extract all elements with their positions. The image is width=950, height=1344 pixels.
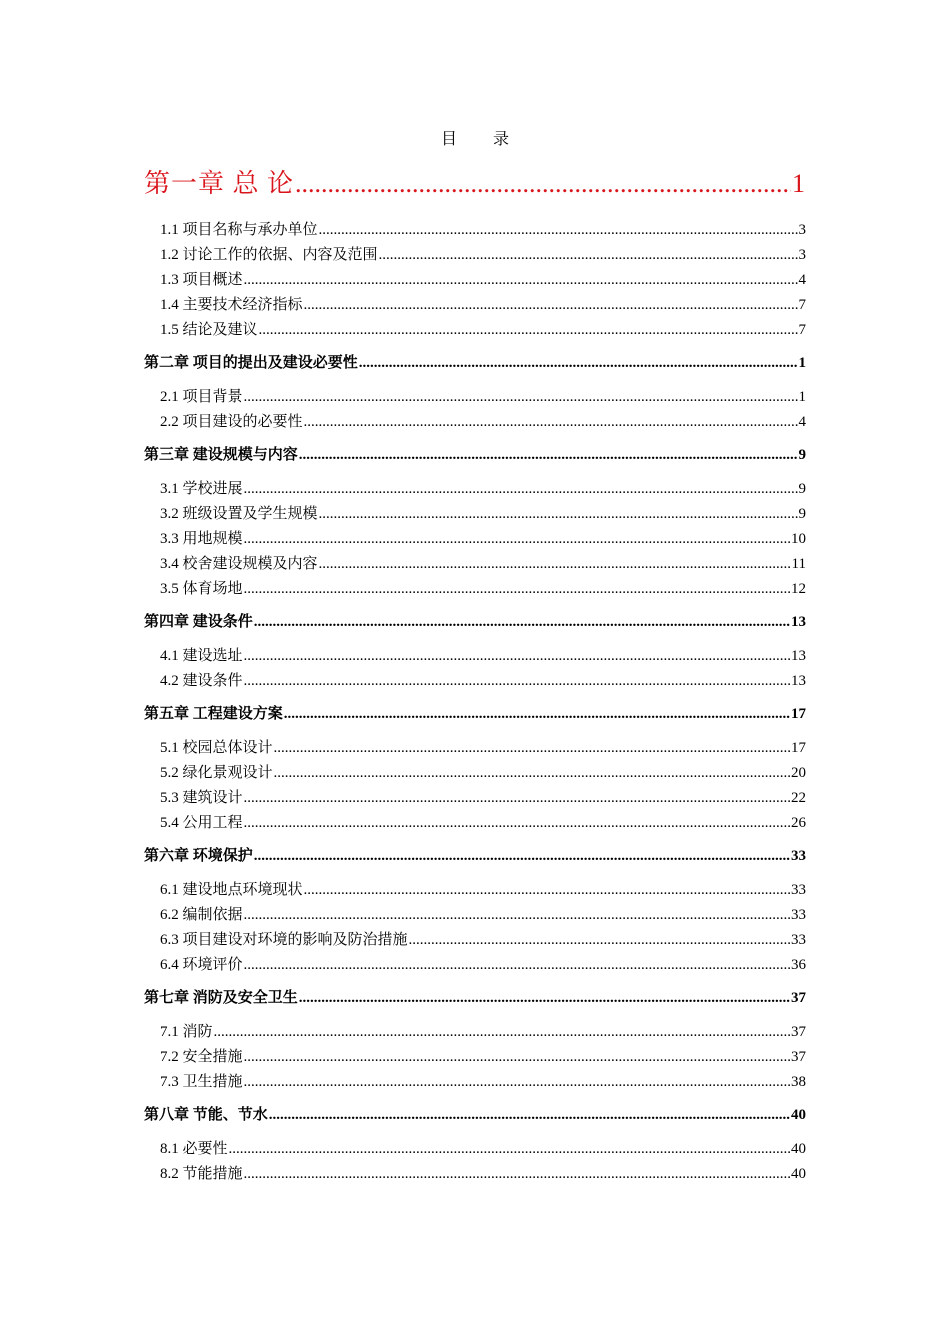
toc-section-page-number: 20	[791, 765, 806, 781]
toc-dot-leader	[244, 644, 790, 669]
toc-section-entry[interactable]	[144, 1162, 806, 1187]
toc-dot-leader	[319, 218, 798, 243]
toc-section-entry[interactable]	[144, 736, 806, 761]
toc-section-entry[interactable]	[144, 644, 806, 669]
table-of-contents	[144, 166, 806, 1187]
toc-section-entry[interactable]	[144, 477, 806, 502]
toc-section-entry[interactable]	[144, 1020, 806, 1045]
toc-section-entry[interactable]	[144, 243, 806, 268]
toc-dot-leader	[379, 243, 798, 268]
toc-section-page-number: 7	[798, 322, 806, 338]
toc-section-entry[interactable]	[144, 878, 806, 903]
toc-section-entry[interactable]	[144, 218, 806, 243]
toc-section-page-number: 4	[798, 414, 806, 430]
toc-section-label: 6.2 编制依据	[160, 907, 243, 923]
toc-section-label: 5.1 校园总体设计	[160, 740, 273, 756]
toc-section-entry[interactable]	[144, 761, 806, 786]
toc-dot-leader	[244, 903, 790, 928]
toc-section-page-number: 40	[791, 1166, 806, 1182]
toc-section-page-number: 26	[791, 815, 806, 831]
toc-dot-leader	[274, 736, 790, 761]
toc-chapter-page-number: 9	[798, 447, 806, 463]
toc-section-entry[interactable]	[144, 1070, 806, 1095]
toc-dot-leader	[244, 669, 790, 694]
toc-dot-leader	[304, 293, 798, 318]
toc-dot-leader	[244, 268, 798, 293]
toc-dot-leader	[244, 577, 790, 602]
toc-chapter-entry[interactable]	[144, 351, 806, 376]
toc-section-label: 8.2 节能措施	[160, 1166, 243, 1182]
toc-dot-leader	[254, 610, 790, 635]
toc-chapter-page-number: 1	[798, 355, 806, 371]
toc-dot-leader	[319, 502, 798, 527]
toc-section-label: 3.3 用地规模	[160, 531, 243, 547]
toc-chapter-label: 第二章 项目的提出及建设必要性	[144, 355, 358, 371]
toc-section-label: 3.5 体育场地	[160, 581, 243, 597]
toc-section-entry[interactable]	[144, 811, 806, 836]
toc-chapter-entry[interactable]	[144, 610, 806, 635]
toc-section-label: 5.3 建筑设计	[160, 790, 243, 806]
toc-section-label: 3.2 班级设置及学生规模	[160, 506, 318, 522]
toc-section-page-number: 37	[791, 1049, 806, 1065]
toc-section-page-number: 33	[791, 907, 806, 923]
toc-dot-leader	[244, 527, 790, 552]
toc-section-page-number: 3	[798, 222, 806, 238]
toc-section-label: 1.2 讨论工作的依据、内容及范围	[160, 247, 378, 263]
toc-chapter-label: 第五章 工程建设方案	[144, 706, 283, 722]
toc-section-label: 1.4 主要技术经济指标	[160, 297, 303, 313]
toc-dot-leader	[299, 986, 790, 1011]
toc-section-entry[interactable]	[144, 527, 806, 552]
toc-dot-leader	[274, 761, 790, 786]
toc-section-label: 6.3 项目建设对环境的影响及防治措施	[160, 932, 408, 948]
toc-dot-leader	[319, 552, 791, 577]
toc-section-page-number: 1	[798, 389, 806, 405]
toc-section-page-number: 12	[791, 581, 806, 597]
toc-dot-leader	[244, 786, 790, 811]
toc-dot-leader	[229, 1137, 790, 1162]
toc-section-entry[interactable]	[144, 410, 806, 435]
toc-chapter-page-number: 33	[791, 848, 806, 864]
toc-dot-leader	[244, 1162, 790, 1187]
toc-section-entry[interactable]	[144, 903, 806, 928]
toc-dot-leader	[244, 953, 790, 978]
toc-title: 目 录	[440, 131, 525, 148]
toc-section-label: 6.1 建设地点环境现状	[160, 882, 303, 898]
toc-dot-leader	[254, 844, 790, 869]
toc-section-page-number: 9	[798, 506, 806, 522]
toc-section-label: 5.2 绿化景观设计	[160, 765, 273, 781]
toc-section-entry[interactable]	[144, 928, 806, 953]
toc-section-page-number: 13	[791, 648, 806, 664]
toc-chapter-label: 第七章 消防及安全卫生	[144, 990, 298, 1006]
toc-section-entry[interactable]	[144, 385, 806, 410]
toc-dot-leader	[244, 385, 798, 410]
toc-section-page-number: 38	[791, 1074, 806, 1090]
toc-dot-leader	[244, 811, 790, 836]
toc-section-label: 6.4 环境评价	[160, 957, 243, 973]
toc-section-label: 8.1 必要性	[160, 1141, 228, 1157]
toc-section-page-number: 37	[791, 1024, 806, 1040]
toc-section-page-number: 13	[791, 673, 806, 689]
toc-section-page-number: 9	[798, 481, 806, 497]
toc-chapter-label: 第六章 环境保护	[144, 848, 253, 864]
toc-dot-leader	[299, 443, 798, 468]
toc-section-entry[interactable]	[144, 293, 806, 318]
toc-section-page-number: 4	[798, 272, 806, 288]
toc-section-page-number: 40	[791, 1141, 806, 1157]
toc-section-label: 1.3 项目概述	[160, 272, 243, 288]
toc-dot-leader	[244, 477, 798, 502]
toc-section-label: 1.5 结论及建议	[160, 322, 258, 338]
toc-section-page-number: 36	[791, 957, 806, 973]
toc-section-label: 7.3 卫生措施	[160, 1074, 243, 1090]
toc-section-label: 4.2 建设条件	[160, 673, 243, 689]
toc-section-page-number: 33	[791, 882, 806, 898]
toc-section-entry[interactable]	[144, 318, 806, 343]
toc-section-label: 3.4 校舍建设规模及内容	[160, 556, 318, 572]
toc-dot-leader	[295, 166, 791, 202]
toc-section-label: 7.2 安全措施	[160, 1049, 243, 1065]
toc-dot-leader	[304, 410, 798, 435]
toc-section-entry[interactable]	[144, 953, 806, 978]
toc-chapter-label: 第三章 建设规模与内容	[144, 447, 298, 463]
toc-section-page-number: 11	[791, 556, 806, 572]
toc-chapter-entry[interactable]	[144, 986, 806, 1011]
toc-section-page-number: 17	[791, 740, 806, 756]
toc-section-entry[interactable]	[144, 502, 806, 527]
toc-section-page-number: 22	[791, 790, 806, 806]
toc-section-label: 1.1 项目名称与承办单位	[160, 222, 318, 238]
toc-section-label: 4.1 建设选址	[160, 648, 243, 664]
toc-section-page-number: 10	[791, 531, 806, 547]
toc-section-entry[interactable]	[144, 669, 806, 694]
toc-chapter-entry[interactable]	[144, 443, 806, 468]
toc-chapter-entry[interactable]	[144, 1103, 806, 1128]
toc-section-page-number: 3	[798, 247, 806, 263]
toc-dot-leader	[259, 318, 798, 343]
toc-chapter-entry[interactable]	[144, 844, 806, 869]
toc-dot-leader	[359, 351, 798, 376]
toc-section-label: 5.4 公用工程	[160, 815, 243, 831]
toc-chapter-entry[interactable]	[144, 166, 806, 202]
toc-dot-leader	[269, 1103, 790, 1128]
toc-dot-leader	[244, 1070, 790, 1095]
toc-chapter-page-number: 40	[791, 1107, 806, 1123]
toc-dot-leader	[304, 878, 790, 903]
toc-section-label: 2.1 项目背景	[160, 389, 243, 405]
toc-chapter-page-number: 1	[792, 169, 806, 198]
toc-section-entry[interactable]	[144, 1045, 806, 1070]
toc-section-label: 2.2 项目建设的必要性	[160, 414, 303, 430]
toc-section-label: 3.1 学校进展	[160, 481, 243, 497]
toc-dot-leader	[214, 1020, 790, 1045]
toc-section-page-number: 33	[791, 932, 806, 948]
toc-chapter-page-number: 13	[791, 614, 806, 630]
toc-section-page-number: 7	[798, 297, 806, 313]
toc-section-entry[interactable]	[144, 552, 806, 577]
toc-section-entry[interactable]	[144, 1137, 806, 1162]
toc-chapter-page-number: 37	[791, 990, 806, 1006]
toc-chapter-entry[interactable]	[144, 702, 806, 727]
toc-dot-leader	[284, 702, 790, 727]
toc-dot-leader	[244, 1045, 790, 1070]
toc-chapter-label: 第八章 节能、节水	[144, 1107, 268, 1123]
toc-section-label: 7.1 消防	[160, 1024, 213, 1040]
toc-section-entry[interactable]	[144, 268, 806, 293]
toc-chapter-label: 第一章 总 论	[144, 169, 295, 198]
toc-dot-leader	[409, 928, 790, 953]
toc-section-entry[interactable]	[144, 786, 806, 811]
toc-chapter-label: 第四章 建设条件	[144, 614, 253, 630]
toc-section-entry[interactable]	[144, 577, 806, 602]
toc-chapter-page-number: 17	[791, 706, 806, 722]
